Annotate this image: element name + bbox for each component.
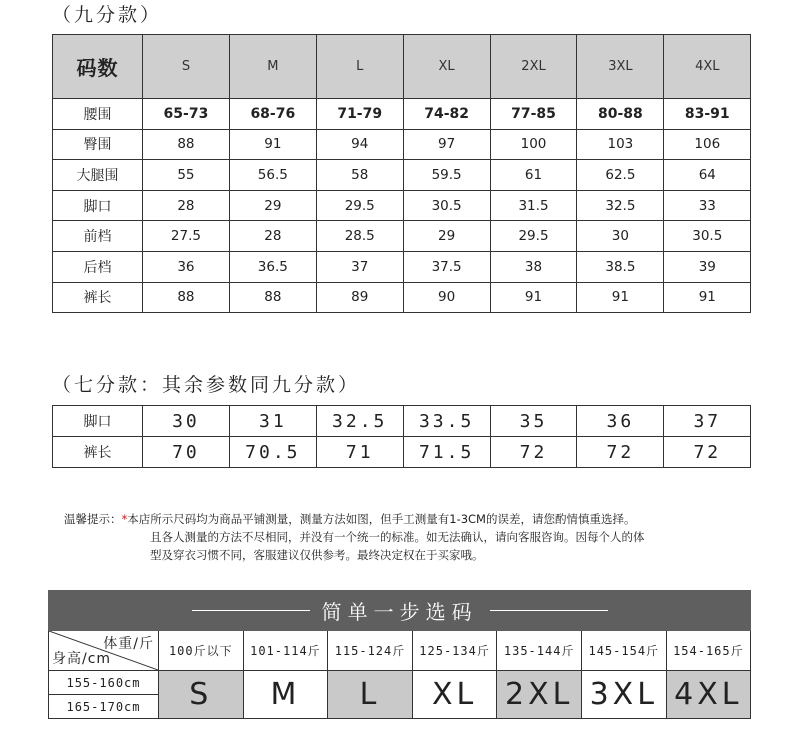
table-cell: 100 xyxy=(490,129,577,160)
table-cell: 28 xyxy=(229,221,316,252)
table-cell: 39 xyxy=(664,251,751,282)
tips-note xyxy=(64,510,764,564)
tips-star: * xyxy=(121,512,128,526)
size-cell: L xyxy=(328,671,413,719)
weight-cell: 115-124斤 xyxy=(328,631,413,671)
size-header-cell: S xyxy=(143,35,230,99)
size-cell: 2XL xyxy=(497,671,582,719)
weight-row xyxy=(49,631,751,671)
table-cell: 91 xyxy=(577,282,664,313)
table-cell: 65-73 xyxy=(143,99,230,130)
table-cell: 83-91 xyxy=(664,99,751,130)
table-cell: 72 xyxy=(577,437,664,468)
row-label: 前档 xyxy=(53,221,143,252)
table-cell: 36 xyxy=(577,406,664,437)
table-cell: 88 xyxy=(143,282,230,313)
table-cell: 37 xyxy=(316,251,403,282)
table-cell: 88 xyxy=(143,129,230,160)
table-cell: 27.5 xyxy=(143,221,230,252)
size-cell: S xyxy=(159,671,244,719)
table-row xyxy=(53,221,751,252)
table-row xyxy=(53,406,751,437)
table-cell: 90 xyxy=(403,282,490,313)
table-cell: 106 xyxy=(664,129,751,160)
table-cell: 71.5 xyxy=(403,437,490,468)
table-cell: 68-76 xyxy=(229,99,316,130)
table-row xyxy=(53,251,751,282)
table-cell: 32.5 xyxy=(577,190,664,221)
weight-cell: 154-165斤 xyxy=(666,631,751,671)
size-header-cell: L xyxy=(316,35,403,99)
table-cell: 29 xyxy=(403,221,490,252)
table-row xyxy=(53,190,751,221)
table-cell: 29 xyxy=(229,190,316,221)
table-cell: 89 xyxy=(316,282,403,313)
table-cell: 35 xyxy=(490,406,577,437)
table-cell: 29.5 xyxy=(316,190,403,221)
row-label: 脚口 xyxy=(53,406,143,437)
table-cell: 59.5 xyxy=(403,160,490,191)
table-cell: 55 xyxy=(143,160,230,191)
table-cell: 30.5 xyxy=(664,221,751,252)
table-cell: 77-85 xyxy=(490,99,577,130)
weight-cell: 100斤以下 xyxy=(159,631,244,671)
table-cell: 37 xyxy=(664,406,751,437)
table-cell: 88 xyxy=(229,282,316,313)
table-cell: 31.5 xyxy=(490,190,577,221)
table-cell: 97 xyxy=(403,129,490,160)
section-title-seven-point: （七分款：其余参数同九分款） xyxy=(52,374,361,396)
weight-cell: 101-114斤 xyxy=(243,631,328,671)
banner xyxy=(49,591,751,631)
table-cell: 37.5 xyxy=(403,251,490,282)
banner-row xyxy=(49,591,751,631)
size-header-cell: 3XL xyxy=(577,35,664,99)
table-cell: 30.5 xyxy=(403,190,490,221)
table-cell: 80-88 xyxy=(577,99,664,130)
table-cell: 29.5 xyxy=(490,221,577,252)
size-cell: XL xyxy=(412,671,497,719)
table-cell: 103 xyxy=(577,129,664,160)
weight-cell: 125-134斤 xyxy=(412,631,497,671)
height-cell: 155-160cm xyxy=(49,671,159,695)
height-row xyxy=(49,671,751,695)
size-table-nine-point xyxy=(52,34,751,313)
section-title-nine-point: （九分款） xyxy=(52,4,163,26)
row-label: 裤长 xyxy=(53,437,143,468)
table-cell: 33 xyxy=(664,190,751,221)
table-cell: 28 xyxy=(143,190,230,221)
table-row xyxy=(53,160,751,191)
table-cell: 74-82 xyxy=(403,99,490,130)
table-cell: 30 xyxy=(143,406,230,437)
table-cell: 36 xyxy=(143,251,230,282)
table-cell: 71 xyxy=(316,437,403,468)
row-label: 脚口 xyxy=(53,190,143,221)
size-header-cell: M xyxy=(229,35,316,99)
size-cell: M xyxy=(243,671,328,719)
size-table-seven-point xyxy=(52,405,751,468)
table-cell: 33.5 xyxy=(403,406,490,437)
tips-label: 温馨提示： xyxy=(64,512,122,526)
table-cell: 32.5 xyxy=(316,406,403,437)
table-row xyxy=(53,99,751,130)
table-cell: 31 xyxy=(229,406,316,437)
table-cell: 28.5 xyxy=(316,221,403,252)
row-label: 腰围 xyxy=(53,99,143,130)
row-label: 臀围 xyxy=(53,129,143,160)
row-label: 大腿围 xyxy=(53,160,143,191)
table-row xyxy=(53,437,751,468)
table-cell: 91 xyxy=(664,282,751,313)
row-label: 裤长 xyxy=(53,282,143,313)
quick-size-table xyxy=(48,590,751,719)
table-cell: 30 xyxy=(577,221,664,252)
table-cell: 38 xyxy=(490,251,577,282)
size-header-cell: 4XL xyxy=(664,35,751,99)
weight-cell: 145-154斤 xyxy=(581,631,666,671)
table-cell: 56.5 xyxy=(229,160,316,191)
weight-cell: 135-144斤 xyxy=(497,631,582,671)
height-cell: 165-170cm xyxy=(49,695,159,719)
table-cell: 38.5 xyxy=(577,251,664,282)
row-label: 后档 xyxy=(53,251,143,282)
size-header-cell: 2XL xyxy=(490,35,577,99)
tips-line-1: 本店所示尺码均为商品平铺测量，测量方法如图，但手工测量有1-3CM的误差，请您酌情慎重选择。 xyxy=(127,512,636,526)
tips-line-2: 且各人测量的方法不尽相同，并没有一个统一的标准。如无法确认，请向客服咨询。因每个人的体 xyxy=(150,530,645,544)
corner-cell xyxy=(49,631,159,671)
table-row xyxy=(53,282,751,313)
table-cell: 61 xyxy=(490,160,577,191)
table-cell: 70.5 xyxy=(229,437,316,468)
corner-weight-label: 体重/斤 xyxy=(103,636,154,652)
size-header-row xyxy=(53,35,751,99)
table-cell: 71-79 xyxy=(316,99,403,130)
table-cell: 64 xyxy=(664,160,751,191)
banner-title: 简单一步选码 xyxy=(321,600,478,624)
size-cell: 3XL xyxy=(581,671,666,719)
size-cell: 4XL xyxy=(666,671,751,719)
banner-divider-right xyxy=(490,610,608,611)
size-header-cell: XL xyxy=(403,35,490,99)
size-header-label: 码数 xyxy=(53,35,143,99)
table-row xyxy=(53,129,751,160)
table-cell: 36.5 xyxy=(229,251,316,282)
table-cell: 70 xyxy=(143,437,230,468)
table-cell: 72 xyxy=(664,437,751,468)
table-cell: 91 xyxy=(229,129,316,160)
table-cell: 72 xyxy=(490,437,577,468)
table-cell: 58 xyxy=(316,160,403,191)
table-cell: 94 xyxy=(316,129,403,160)
table-cell: 62.5 xyxy=(577,160,664,191)
table-cell: 91 xyxy=(490,282,577,313)
tips-line-3: 型及穿衣习惯不同，客服建议仅供参考。最终决定权在于买家哦。 xyxy=(150,548,484,562)
corner-height-label: 身高/cm xyxy=(52,651,112,667)
banner-divider-left xyxy=(192,610,310,611)
